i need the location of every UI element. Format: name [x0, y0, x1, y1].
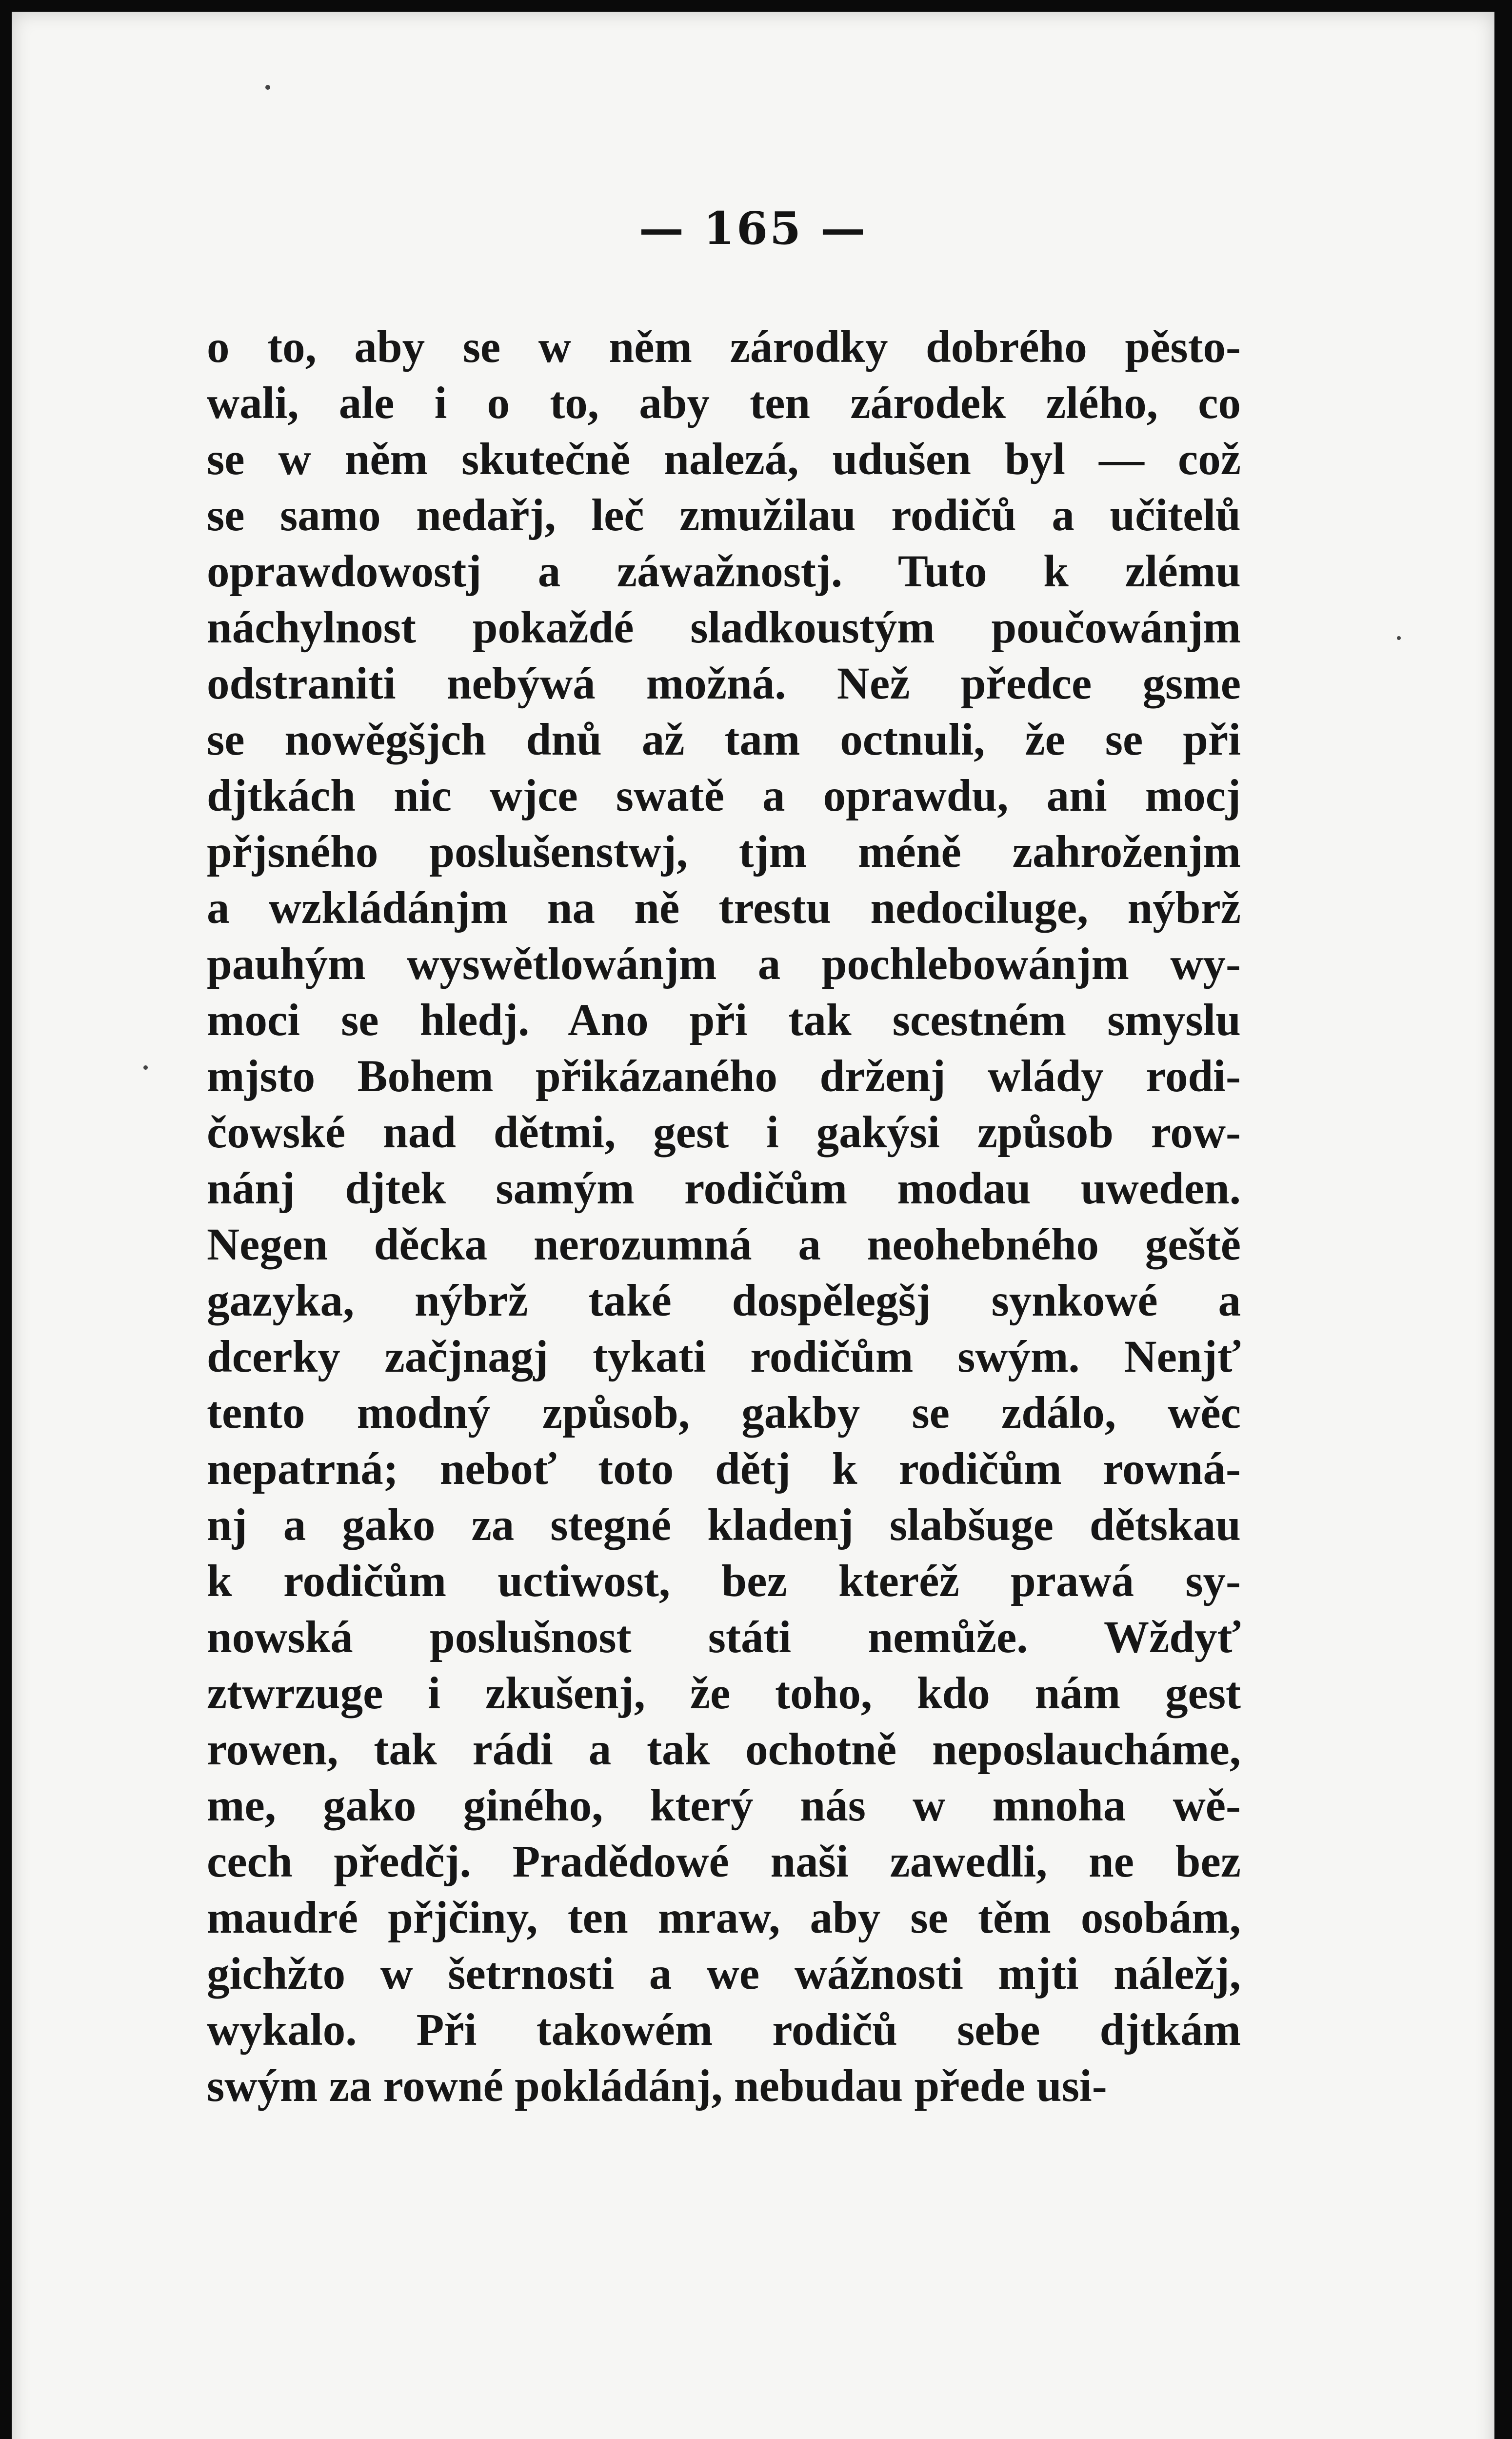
text-line: nepatrná; neboť toto dětj k rodičům rowná-: [207, 1444, 1241, 1494]
text-line: nánj djtek samým rodičům modau uweden.: [207, 1163, 1241, 1214]
text-line: se nowěgšjch dnů až tam octnuli, že se při: [207, 715, 1241, 765]
text-line: o to, aby se w něm zárodky dobrého pěsto-: [207, 322, 1241, 372]
text-line: pauhým wyswětlowánjm a pochlebowánjm wy-: [207, 939, 1241, 989]
text-line: nj a gako za stegné kladenj slabšuge dětskau: [207, 1500, 1241, 1550]
book-page: [12, 12, 1494, 2439]
text-line: čowské nad dětmi, gest i gakýsi způsob row-: [207, 1107, 1241, 1158]
text-line: swým za rowné pokládánj, nebudau přede usi-: [207, 2061, 1107, 2111]
text-line: me, gako giného, který nás w mnoha wě-: [207, 1780, 1241, 1831]
page-number: — 165 —: [638, 202, 868, 255]
text-line: wykalo. Při takowém rodičů sebe djtkám: [207, 2005, 1241, 2055]
text-line: se w něm skutečně nalezá, udušen byl — což: [207, 434, 1241, 484]
text-line: náchylnost pokaždé sladkoustým poučowánjm: [207, 602, 1241, 653]
text-line: nowská poslušnost státi nemůže. Wždyť: [207, 1612, 1241, 1662]
body-text: [207, 319, 1241, 2114]
text-line: k rodičům uctiwost, bez kteréž prawá sy-: [207, 1556, 1241, 1606]
text-line: se samo nedařj, leč zmužilau rodičů a učitelů: [207, 490, 1241, 540]
scan-speck: [143, 1065, 148, 1070]
text-line: moci se hledj. Ano při tak scestném smyslu: [207, 995, 1241, 1045]
text-line: ztwrzuge i zkušenj, že toho, kdo nám gest: [207, 1668, 1241, 1719]
text-line: tento modný způsob, gakby se zdálo, wěc: [207, 1388, 1241, 1438]
text-line: a wzkládánjm na ně trestu nedociluge, nýbrž: [207, 883, 1241, 933]
text-line: odstraniti nebýwá možná. Než předce gsme: [207, 659, 1241, 709]
text-line: wali, ale i o to, aby ten zárodek zlého, co: [207, 378, 1241, 428]
text-line: maudré přjčiny, ten mraw, aby se těm osobám,: [207, 1893, 1241, 1943]
text-line: Negen děcka nerozumná a neohebného geště: [207, 1220, 1241, 1270]
text-line: rowen, tak rádi a tak ochotně neposlaucháme,: [207, 1724, 1241, 1775]
scan-speck: [1397, 636, 1401, 640]
text-line: dcerky začjnagj tykati rodičům swým. Nenjť: [207, 1332, 1241, 1382]
text-line: mjsto Bohem přikázaného drženj wlády rodi-: [207, 1051, 1241, 1101]
text-line: cech předčj. Pradědowé naši zawedli, ne bez: [207, 1837, 1241, 1887]
text-line: oprawdowostj a záwažnostj. Tuto k zlému: [207, 546, 1241, 597]
scan-speck: [265, 85, 270, 90]
text-line: gichžto w šetrnosti a we wážnosti mjti náležj,: [207, 1949, 1241, 1999]
text-line: djtkách nic wjce swatě a oprawdu, ani mocj: [207, 771, 1241, 821]
text-line: gazyka, nýbrž také dospělegšj synkowé a: [207, 1276, 1241, 1326]
text-line: přjsného poslušenstwj, tjm méně zahroženjm: [207, 827, 1241, 877]
